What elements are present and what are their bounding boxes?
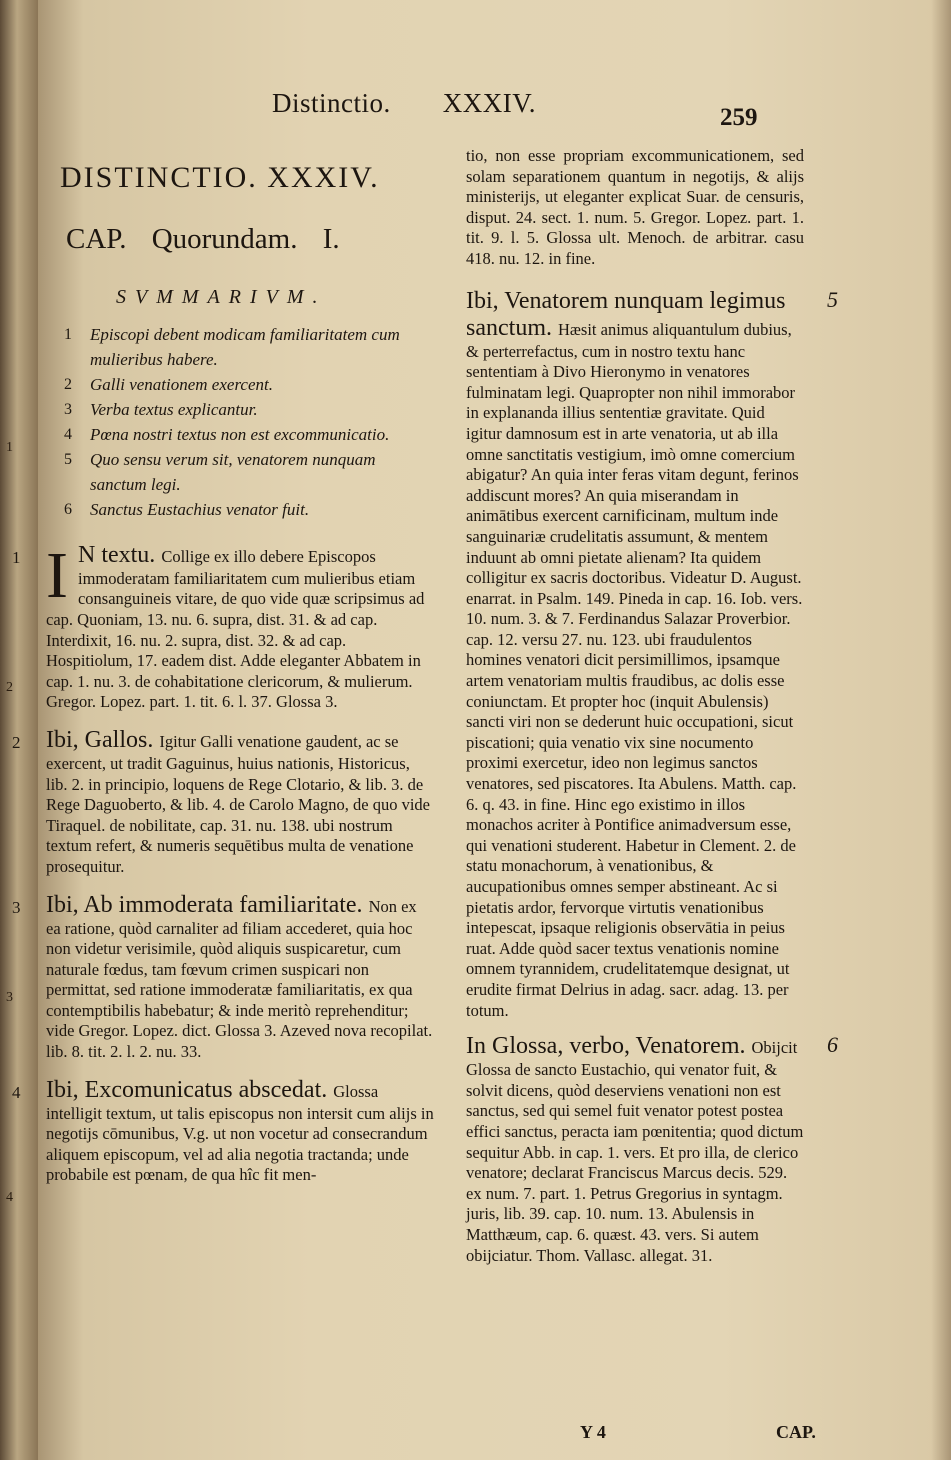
summary-text: Quo sensu verum sit, venatorem nunquam sanctum legi. [90,449,376,494]
lemma: Ibi, Excomunicatus abscedat. [46,1076,334,1103]
chapter-title: CAP. Quorundam. I. [66,222,340,255]
prev-margin-number: 4 [6,1190,13,1205]
signature-mark: Y 4 [580,1422,606,1442]
summary-item [46,322,434,372]
running-head [272,88,588,119]
commentary-section-6 [466,1032,838,1266]
right-column [466,146,838,1266]
prev-margin-number: 1 [6,440,13,455]
summary-item [46,447,434,497]
lemma: In Glossa, verbo, Venatorem. [466,1033,752,1060]
summary-text: Sanctus Eustachius venator fuit. [90,499,310,519]
commentary-text: Igitur Galli venatione gaudent, ac se exercent, ut tradit Gaguinus, huius nationis, Historicus, lib. 2. in principio, loquens de Rege Clotario, & lib. 3. de Rege Daguoberto, & lib. 4. de Carolo Magno, de quo vide Tiraquel. de nobilitate, cap. 31. nu. 138. ubi nostrum textum refert, & numeris sequētibus multa de venatione prosequitur. [46,731,431,876]
summary-item [46,422,434,447]
summary-list [46,322,434,522]
margin-number: 1 [12,547,21,567]
left-column [12,160,434,1186]
summary-number: 3 [64,400,72,418]
summary-heading: SVMMARIVM. [116,286,327,309]
commentary-text: Obijcit Glossa de sancto Eustachio, qui venator fuit, & solvit dicens, quòd deserviens venationi non est sanctus, sed qui semel fuit venator potest postea effici sanctus, peracta iam pœnitentia; quod dictum sequitur Abb. in cap. 1. vers. Et pro illa, de clerico venatore; declarat Franciscus Marcus decis. 529. ex num. 7. part. 1. Petrus Gregorius in syntagm. juris, lib. 39. cap. 10. num. 13. Abulensis in Matthæum, cap. 6. quæst. 43. vers. Si autem obijciatur. Thom. Vallasc. allegat. 31. [466,1038,804,1265]
lemma: Ibi, Venatorem nunquam legimus sanctum. [466,287,786,341]
margin-number: 4 [12,1082,21,1102]
summary-text: Galli venationem exercent. [90,374,273,394]
summary-text: Verba textus explicantur. [90,399,258,419]
margin-number: 2 [12,732,21,752]
continued-text: tio, non esse propriam excommunicationem, sed solam separationem quantum in negotijs, & alijs ministerijs, ut eleganter explicat Suar. de censuris, disput. 24. sect. 1. num. 5. Gregor. Lopez. part. 1. tit. 9. l. 5. Glossa ult. Menoch. de arbitrar. casu 418. nu. 12. in fine. [466,146,804,268]
page-number: 259 [720,104,758,131]
commentary-section-3 [12,891,434,1063]
summary-number: 2 [64,375,72,393]
lemma: Ibi, Gallos. [46,726,160,753]
commentary-section-2 [12,726,434,878]
commentary-text: Glossa intelligit textum, ut talis episcopus non intersit cum alijs in negotijs cōmunibus, V.g. ut non vocetur ad consecrandum aliquem episcopum, vel ad alia negotia tractanda; unde probabile est pœnam, de qua hîc fit men- [46,1081,434,1185]
prev-margin-number: 3 [6,990,13,1005]
lemma: Ibi, Ab immoderata familiaritate. [46,891,369,918]
commentary-section-1 [12,538,434,713]
summary-number: 4 [64,425,72,443]
summary-item [46,397,434,422]
commentary-text: Non ex ea ratione, quòd carnaliter ad filiam accederet, quia hoc non videtur verisimile, quòd aliquis suspicaretur, cum naturale fœdus, tam fœvum crimen suspicari non permittat, sed ratione immoderatæ familiaritatis, ex qua contemptibilis habebatur; & inde meritò reprehenditur; vide Gregor. Lopez. dict. Glossa 3. Azeved nova recopilat. lib. 8. tit. 2. l. 2. nu. 33. [46,896,433,1062]
previous-page-edge [0,0,38,1460]
margin-number: 5 [827,286,838,312]
commentary-text: Collige ex illo debere Episcopos immoderatam familiaritatem cum mulieribus etiam consanguineis vitare, de quo vide quæ scripsimus ad cap. Quoniam, 13. nu. 6. supra, dist. 31. & ad cap. Interdixit, 16. nu. 2. supra, dist. 32. & ad cap. Hospitiolum, 17. eadem dist. Adde eleganter Abbatem in cap. 1. nu. 3. de cohabitatione clericorum, & mulierum. Gregor. Lopez. part. 1. tit. 6. l. 37. Glossa 3. [46,546,425,712]
drop-cap: I [46,538,68,612]
margin-number: 3 [12,897,21,917]
prev-margin-number: 2 [6,680,13,695]
commentary-section-4 [12,1076,434,1186]
summary-number: 1 [64,325,72,343]
lemma: N textu. [77,541,162,568]
page-edge-shadow [931,0,951,1460]
commentary-text: Hæsit animus aliquantulum dubius, & perterrefactus, cum in nostro textu hanc sententiam à Divo Hieronymo in venatores fulminatam legi. Quapropter non nihil immorabor in explananda illius sententiæ gravitate. Quid igitur damnosum est in arte venatoria, ut ab illa omne sanctitatis vestigium, imò omne comercium abigatur? An quia inter feras vitam degunt, ferinos addiscunt mores? An quia miserandam in animātibus exercent carnificinam, multum inde sanguinariæ crudelitatis assumunt, & mentem induunt ab omni pietate alienam? Ita quidem colligitur ex sacris doctoribus. Videatur D. August. enarrat. in Psalm. 149. Pineda in cap. 16. Iob. vers. 10. num. 3. & 7. Ferdinandus Salazar Proverbior. cap. 12. versu 27. nu. 123. ubi fraudulentos homines venatori dicit persimillimos, ipsamque artem venatoriam multis fraudibus, ac dolis esse coniunctam. Et propter hoc (inquit Abulensis) sancti viri non se dederunt huic occupationi, sicut piscationi; quia venatio vix sine nocumento proximi exercetur, ideo non legimus sanctos venatores, sed piscatores. Ita Abulens. Matth. cap. 6. q. 43. in fine. Hinc ego existimo in illos monachos acriter à Pontifice animadversum esse, qui venationi studerent. Habetur in Clement. 2. de statu monachorum, à venationibus, & aucupationibus omnes semper abstineant. Ac si pietatis ardor, fervorque virtutis venationibus intepescat, ipsaque religionis observātia in peius ruat. Adde quòd sacer textus venationis nomine omnem tyrannidem, crudelitatemque designat, ut erudite firmat Delrius in adag. sacr. adag. 13. per totum. [466,319,803,1020]
summary-text: Episcopi debent modicam familiaritatem cum mulieribus habere. [90,324,400,369]
summary-number: 6 [64,500,72,518]
distinctio-title: DISTINCTIO. XXXIV. [60,161,380,194]
summary-number: 5 [64,450,72,468]
summary-text: Pœna nostri textus non est excommunicatio. [90,424,390,444]
summary-item [46,372,434,397]
running-head-right: XXXIV. [442,88,537,118]
running-head-left: Distinctio. [272,88,391,118]
catchword: CAP. [776,1422,816,1442]
summary-item [46,497,434,522]
margin-number: 6 [827,1032,838,1058]
commentary-section-5 [466,286,838,1022]
